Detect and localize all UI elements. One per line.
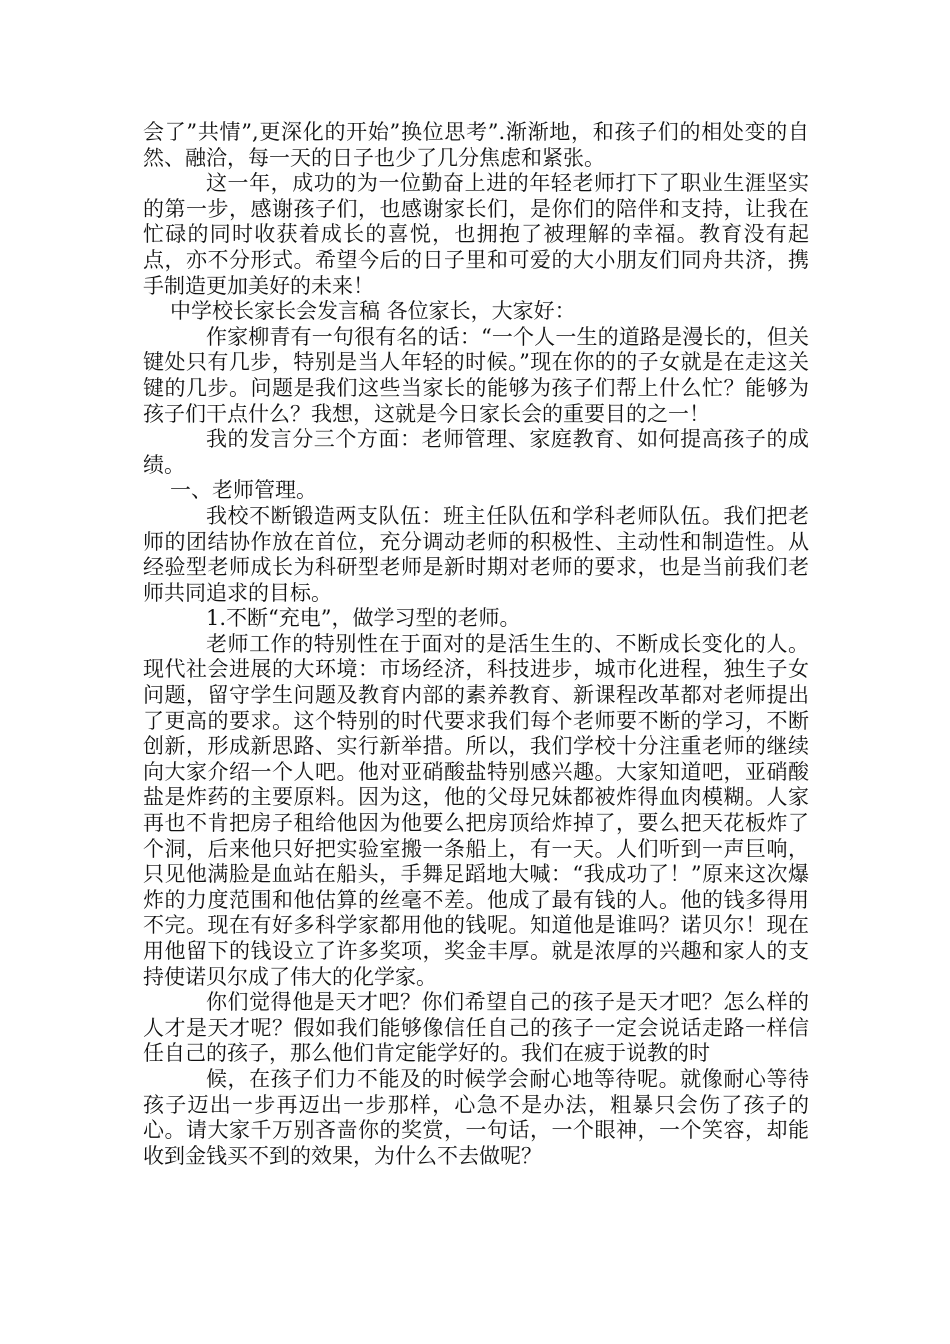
document-body bbox=[143, 120, 809, 1169]
paragraph-7: 你们觉得他是天才吧？你们希望自己的孩子是天才吧？怎么样的人才是天才呢？假如我们能够像信任自己的孩子一定会说话走路一样信任自己的孩子，那么他们肯定能学好的。我们在疲于说教的时 bbox=[143, 990, 809, 1066]
paragraph-2: 这一年，成功的为一位勤奋上进的年轻老师打下了职业生涯坚实的第一步，感谢孩子们，也感谢家长们，是你们的陪伴和支持，让我在忙碌的同时收获着成长的喜悦，也拥抱了被理解的幸福。教育没有起点，亦不分形式。希望今后的日子里和可爱的大小朋友们同舟共济，携手制造更加美好的未来！ bbox=[143, 171, 809, 298]
subheading-learning-teacher: 1.不断“充电”，做学习型的老师。 bbox=[206, 606, 521, 631]
paragraph-4: 我的发言分三个方面：老师管理、家庭教育、如何提高孩子的成绩。 bbox=[143, 427, 809, 477]
paragraph-1: 会了”共情”,更深化的开始”换位思考”.渐渐地，和孩子们的相处变的自然、融洽，每一天的日子也少了几分焦虑和紧张。 bbox=[143, 120, 809, 170]
speech-heading: 中学校长家长会发言稿 各位家长，大家好： bbox=[170, 299, 576, 324]
paragraph-5: 我校不断锻造两支队伍：班主任队伍和学科老师队伍。我们把老师的团结协作放在首位，充分调动老师的积极性、主动性和制造性。从经验型老师成长为科研型老师是新时期对老师的要求，也是当前我们老师共同追求的目标。 bbox=[143, 503, 809, 605]
paragraph-3: 作家柳青有一句很有名的话：“一个人一生的道路是漫长的，但关键处只有几步，特别是当人年轻的时候。”现在你的的子女就是在走这关键的几步。问题是我们这些当家长的能够为孩子们帮上什么忙？能够为孩子们干点什么？我想，这就是今日家长会的重要目的之一！ bbox=[143, 324, 809, 426]
section-heading-teacher-management: 一、老师管理。 bbox=[170, 478, 317, 503]
paragraph-8: 候，在孩子们力不能及的时候学会耐心地等待呢。就像耐心等待孩子迈出一步再迈出一步那样，心急不是办法，粗暴只会伤了孩子的心。请大家千万别吝啬你的奖赏，一句话，一个眼神，一个笑容，却能收到金钱买不到的效果，为什么不去做呢？ bbox=[143, 1066, 809, 1168]
paragraph-6: 老师工作的特别性在于面对的是活生生的、不断成长变化的人。现代社会进展的大环境：市场经济，科技进步，城市化进程，独生子女问题，留守学生问题及教育内部的素养教育、新课程改革都对老师提出了更高的要求。这个特别的时代要求我们每个老师要不断的学习，不断创新，形成新思路、实行新举措。所以，我们学校十分注重老师的继续 向大家介绍一个人吧。他对亚硝酸盐特别感兴趣。大家知道吧，亚硝酸盐是炸药的主要原料。因为这，他的父母兄妹都被炸得血肉模糊。人家再也不肯把房子租给他因为他要么把房顶给炸掉了，要么把天花板炸了个洞，后来他只好把实验室搬一条船上，有一天。人们听到一声巨响，只见他满脸是血站在船头，手舞足蹈地大喊：“我成功了！”原来这次爆炸的力度范围和他估算的丝毫不差。他成了最有钱的人。他的钱多得用不完。现在有好多科学家都用他的钱呢。知道他是谁吗？诺贝尔！现在用他留下的钱设立了许多奖项，奖金丰厚。就是浓厚的兴趣和家人的支持使诺贝尔成了伟大的化学家。 bbox=[143, 631, 809, 989]
